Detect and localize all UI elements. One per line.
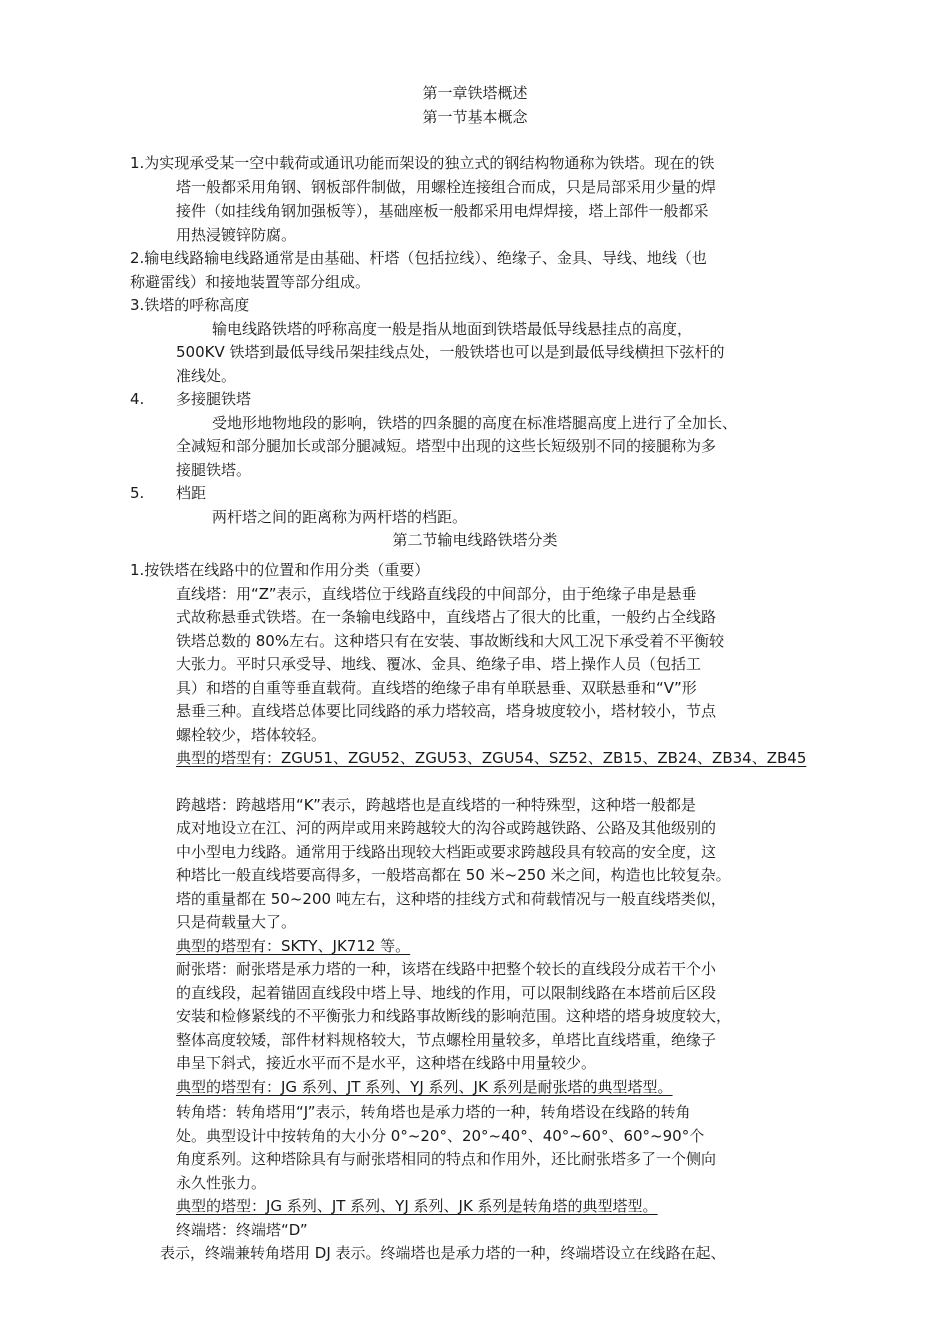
item-5-number: 5.	[130, 484, 145, 502]
straight-tower-line: 悬垂三种。直线塔总体要比同线路的承力塔较高，塔身坡度较小，塔材较小，节点	[176, 702, 717, 720]
item-1-line: 用热浸镀锌防腐。	[176, 226, 297, 244]
item-2-line: 称避雷线）和接地装置等部分组成。	[130, 273, 371, 291]
item-3-line: 500KV 铁塔到最低导线吊架挂线点处，一般铁塔也可以是到最低导线横担下弦杆的	[176, 343, 725, 361]
tension-tower-typical: 典型的塔型有：JG 系列、JT 系列、YJ 系列、JK 系列是耐张塔的典型塔型。	[176, 1078, 673, 1096]
chapter-title: 第一章铁塔概述	[422, 84, 528, 102]
item-4-line: 接腿铁塔。	[176, 461, 252, 479]
item-2-line: 2.输电线路输电线路通常是由基础、杆塔（包括拉线）、绝缘子、金具、导线、地线（也	[130, 249, 707, 267]
item-3-line: 输电线路铁塔的呼称高度一般是指从地面到铁塔最低导线悬挂点的高度，	[212, 320, 693, 338]
tension-tower-line: 的直线段，起着锚固直线段中塔上导、地线的作用，可以限制线路在本塔前后区段	[176, 984, 717, 1002]
straight-tower-line: 式故称悬垂式铁塔。在一条输电线路中，直线塔占了很大的比重，一般约占全线路	[176, 608, 717, 626]
tension-tower-line: 耐张塔：耐张塔是承力塔的一种，该塔在线路中把整个较长的直线段分成若干个小	[176, 960, 717, 978]
tension-tower-line: 串呈下斜式，接近水平而不是水平，这种塔在线路中用量较少。	[176, 1054, 597, 1072]
tension-tower-line: 整体高度较矮，部件材料规格较大，节点螺栓用量较多，单塔比直线塔重，绝缘子	[176, 1031, 717, 1049]
item-1-line: 接件（如挂线角钢加强板等），基础座板一般都采用电焊焊接，塔上部件一般都采	[176, 202, 709, 220]
crossing-tower-line: 塔的重量都在 50~200 吨左右，这种塔的挂线方式和荷载情况与一般直线塔类似，	[176, 890, 726, 908]
crossing-tower-line: 中小型电力线路。通常用于线路出现较大档距或要求跨越段具有较高的安全度，这	[176, 843, 717, 861]
angle-tower-line: 永久性张力。	[176, 1174, 267, 1192]
angle-tower-line: 角度系列。这种塔除具有与耐张塔相同的特点和作用外，还比耐张塔多了一个侧向	[176, 1150, 717, 1168]
angle-tower-line: 处。典型设计中按转角的大小分 0°~20°、20°~40°、40°~60°、60°~90°个	[176, 1127, 705, 1145]
crossing-tower-line: 跨越塔：跨越塔用“K”表示，跨越塔也是直线塔的一种特殊型，这种塔一般都是	[176, 796, 696, 814]
item-4-line: 受地形地物地段的影响，铁塔的四条腿的高度在标准塔腿高度上进行了全加长、	[212, 414, 738, 432]
item-4-number: 4.	[130, 390, 145, 408]
crossing-tower-line: 只是荷载量大了。	[176, 913, 297, 931]
item-4-title: 多接腿铁塔	[176, 390, 252, 408]
classification-title: 1.按铁塔在线路中的位置和作用分类（重要）	[130, 561, 430, 579]
angle-tower-line: 转角塔：转角塔用“J”表示，转角塔也是承力塔的一种，转角塔设在线路的转角	[176, 1103, 691, 1121]
straight-tower-line: 直线塔：用“Z”表示，直线塔位于线路直线段的中间部分，由于绝缘子串是悬垂	[176, 585, 697, 603]
section-title-1: 第一节基本概念	[422, 108, 528, 126]
tension-tower-line: 安装和检修紧线的不平衡张力和线路事故断线的影响范围。这种塔的塔身坡度较大，	[176, 1007, 732, 1025]
crossing-tower-typical: 典型的塔型有：SKTY、JK712 等。	[176, 937, 411, 955]
angle-tower-typical: 典型的塔型：JG 系列、JT 系列、YJ 系列、JK 系列是转角塔的典型塔型。	[176, 1197, 658, 1215]
straight-tower-typical: 典型的塔型有：ZGU51、ZGU52、ZGU53、ZGU54、SZ52、ZB15、ZB24、ZB34、ZB45	[176, 749, 807, 767]
item-1-line: 塔一般都采用角钢、钢板部件制做，用螺栓连接组合而成，只是局部采用少量的焊	[176, 178, 717, 196]
terminal-tower-title: 终端塔：终端塔“D”	[176, 1221, 308, 1239]
straight-tower-line: 大张力。平时只承受导、地线、覆冰、金具、绝缘子串、塔上操作人员（包括工	[176, 655, 702, 673]
item-5-line: 两杆塔之间的距离称为两杆塔的档距。	[212, 508, 468, 526]
straight-tower-line: 具）和塔的自重等垂直载荷。直线塔的绝缘子串有单联悬垂、双联悬垂和“V”形	[176, 679, 697, 697]
crossing-tower-line: 成对地设立在江、河的两岸或用来跨越较大的沟谷或跨越铁路、公路及其他级别的	[176, 819, 717, 837]
item-4-line: 全减短和部分腿加长或部分腿减短。塔型中出现的这些长短级别不同的接腿称为多	[176, 437, 717, 455]
terminal-tower-line: 表示，终端兼转角塔用 DJ 表示。终端塔也是承力塔的一种，终端塔设立在线路在起、	[160, 1244, 726, 1262]
item-3-title: 3.铁塔的呼称高度	[130, 296, 250, 314]
crossing-tower-line: 种塔比一般直线塔要高得多，一般塔高都在 50 米~250 米之间，构造也比较复杂。	[176, 866, 731, 884]
item-5-title: 档距	[176, 484, 207, 502]
section-title-2: 第二节输电线路铁塔分类	[392, 531, 558, 549]
item-3-line: 准线处。	[176, 367, 237, 385]
straight-tower-line: 铁塔总数的 80%左右。这种塔只有在安装、事故断线和大风工况下承受着不平衡较	[176, 632, 725, 650]
straight-tower-line: 螺栓较少，塔体较轻。	[176, 726, 327, 744]
item-1-line: 1.为实现承受某一空中载荷或通讯功能而架设的独立式的钢结构物通称为铁塔。现在的铁	[130, 154, 715, 172]
